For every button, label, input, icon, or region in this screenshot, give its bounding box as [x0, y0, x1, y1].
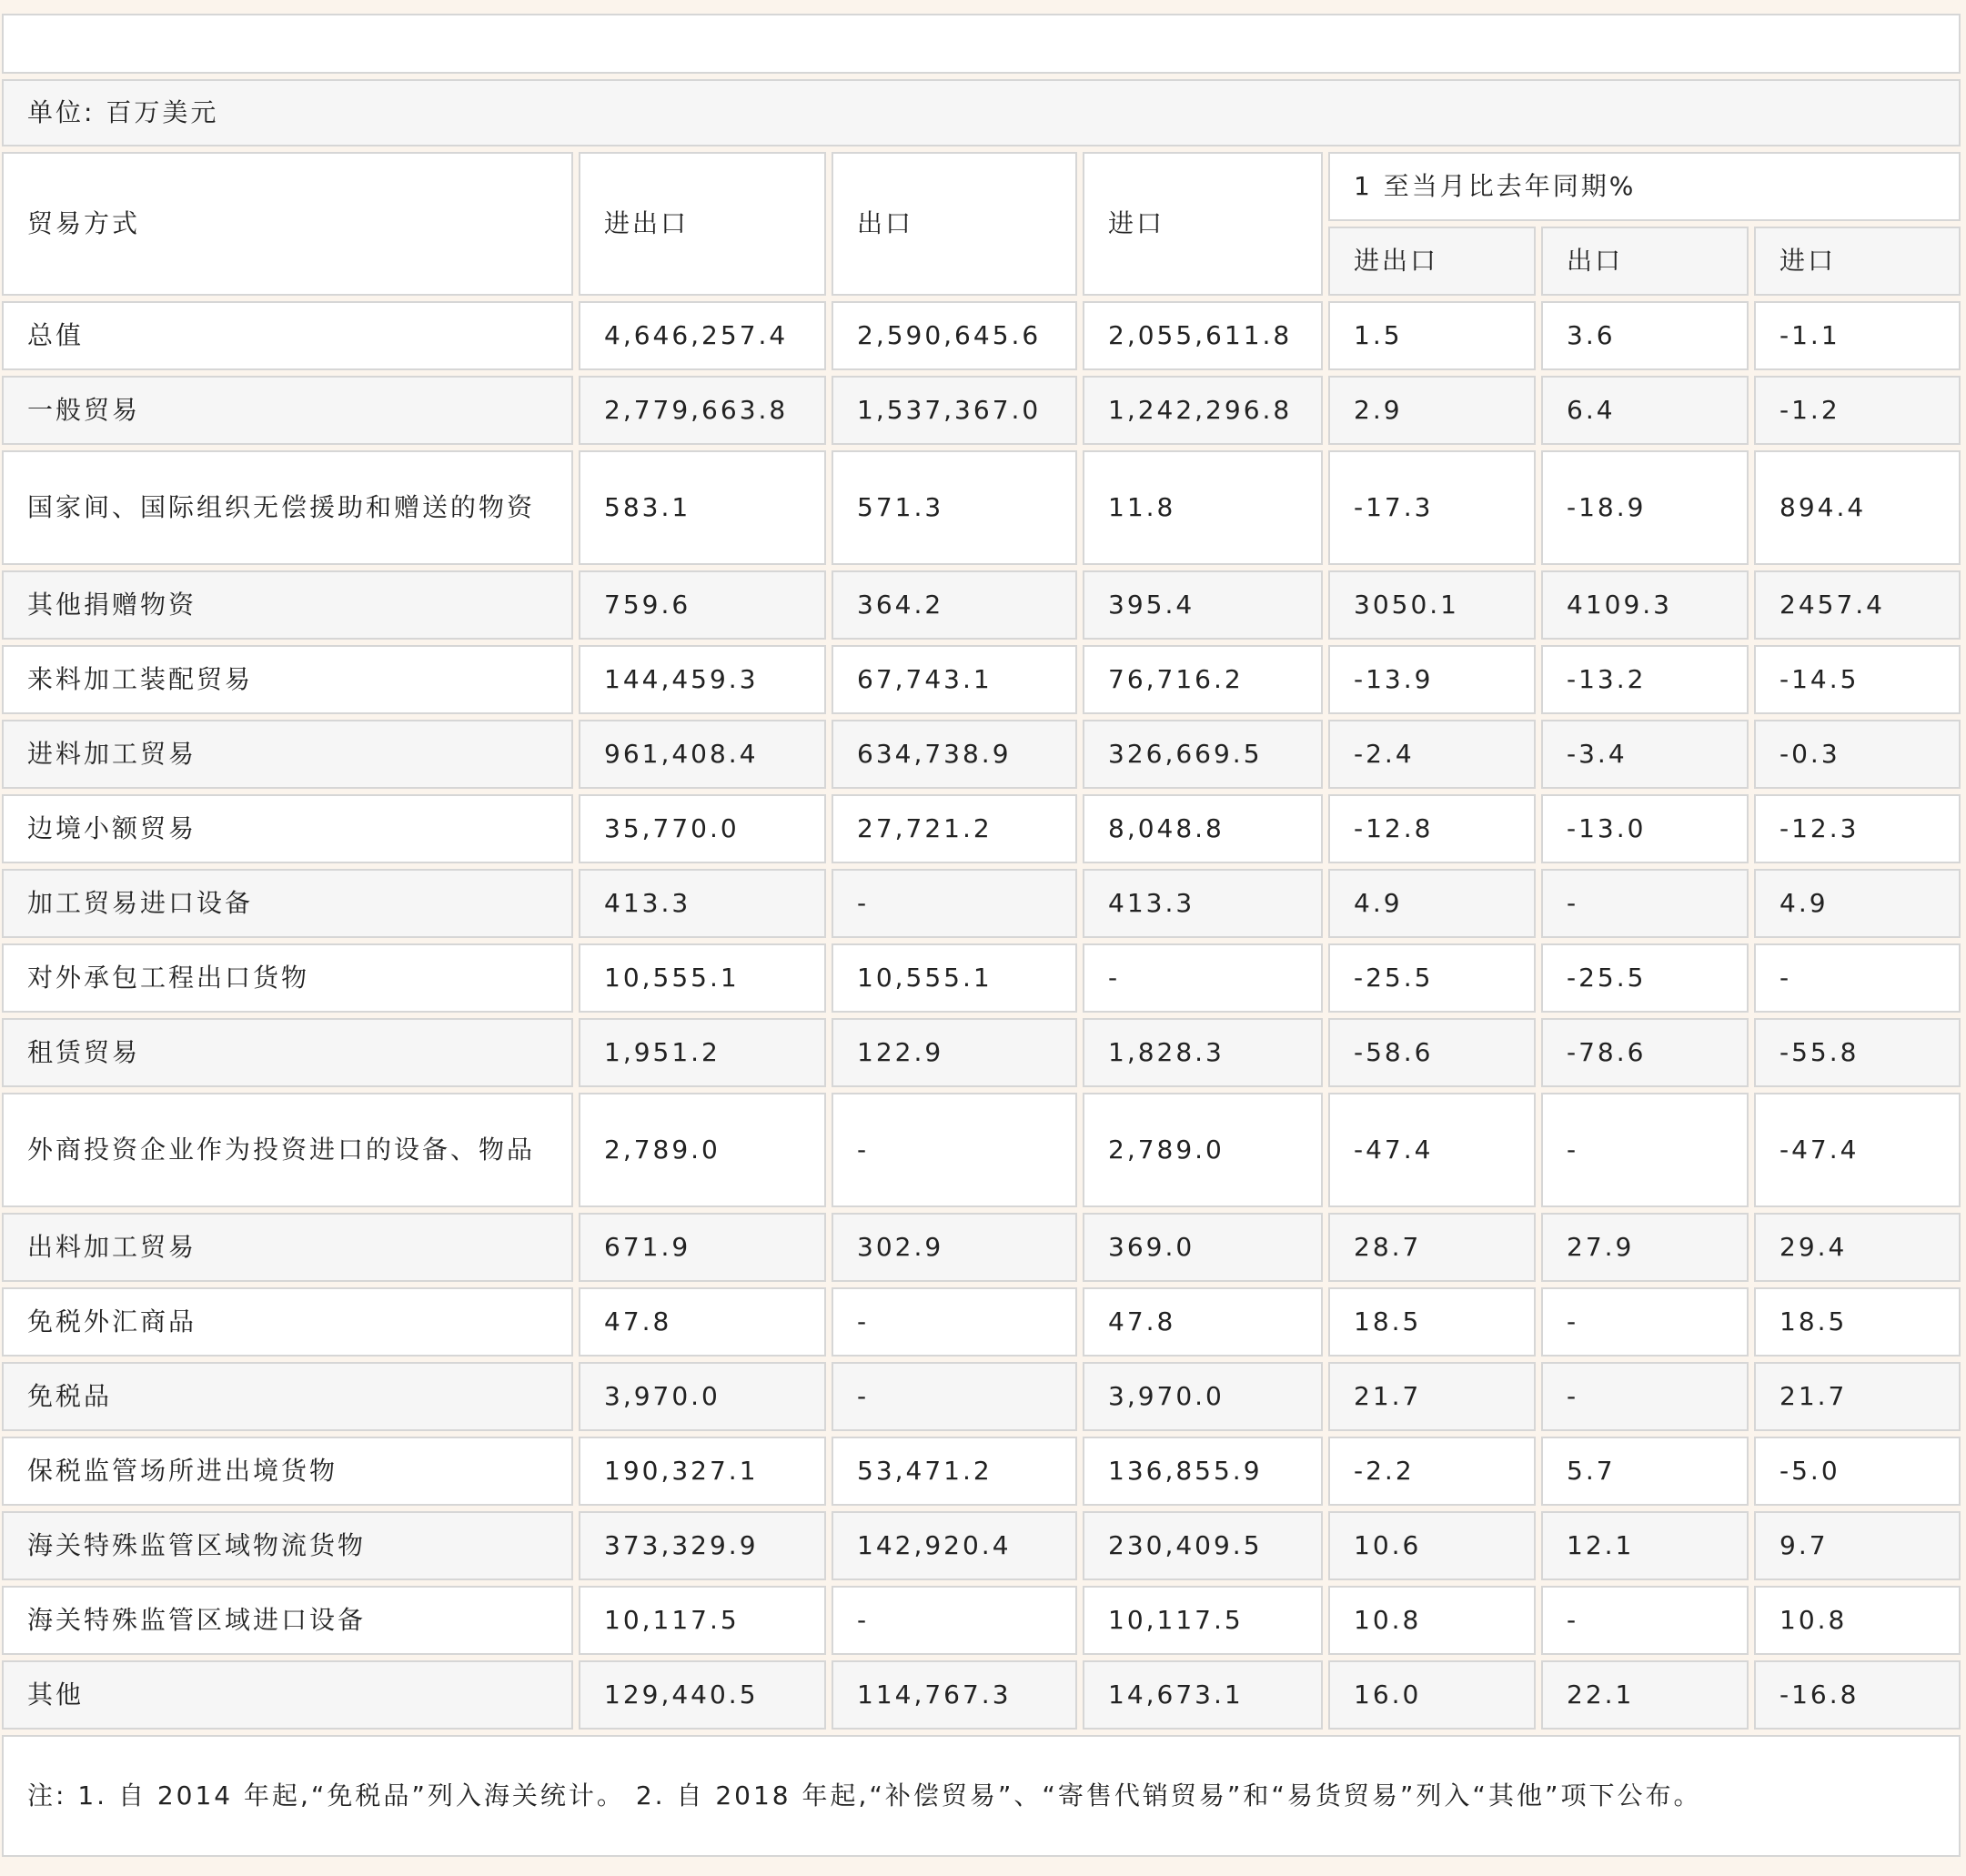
cell-export: 571.3 — [832, 450, 1077, 565]
cell-yoy-total: 10.8 — [1328, 1586, 1536, 1655]
cell-import: 14,673.1 — [1083, 1660, 1323, 1730]
cell-import: 1,828.3 — [1083, 1018, 1323, 1087]
cell-yoy-total: 4.9 — [1328, 869, 1536, 938]
cell-yoy-import: -5.0 — [1754, 1437, 1961, 1506]
table-row — [2, 1287, 1961, 1357]
table-row — [2, 376, 1961, 445]
cell-yoy-export: - — [1541, 1362, 1749, 1431]
cell-yoy-total: -47.4 — [1328, 1093, 1536, 1207]
row-label: 对外承包工程出口货物 — [2, 943, 573, 1013]
cell-yoy-export: - — [1541, 1287, 1749, 1357]
cell-yoy-export: -78.6 — [1541, 1018, 1749, 1087]
cell-yoy-export: -13.2 — [1541, 645, 1749, 714]
row-label: 总值 — [2, 301, 573, 370]
cell-yoy-total: 21.7 — [1328, 1362, 1536, 1431]
cell-import: 2,055,611.8 — [1083, 301, 1323, 370]
header-export: 出口 — [832, 152, 1077, 296]
cell-yoy-import: -1.2 — [1754, 376, 1961, 445]
table-row — [2, 1511, 1961, 1580]
cell-total: 671.9 — [579, 1213, 826, 1282]
cell-yoy-export: - — [1541, 1093, 1749, 1207]
cell-export: 364.2 — [832, 570, 1077, 640]
cell-yoy-total: -13.9 — [1328, 645, 1536, 714]
cell-total: 190,327.1 — [579, 1437, 826, 1506]
header-yoy-import: 进口 — [1754, 227, 1961, 296]
cell-yoy-total: 1.5 — [1328, 301, 1536, 370]
cell-import: 10,117.5 — [1083, 1586, 1323, 1655]
cell-import: - — [1083, 943, 1323, 1013]
row-label: 保税监管场所进出境货物 — [2, 1437, 573, 1506]
cell-yoy-export: 3.6 — [1541, 301, 1749, 370]
row-label: 进料加工贸易 — [2, 720, 573, 789]
row-label: 租赁贸易 — [2, 1018, 573, 1087]
cell-export: - — [832, 1586, 1077, 1655]
table-row — [2, 1586, 1961, 1655]
cell-yoy-export: 4109.3 — [1541, 570, 1749, 640]
cell-total: 961,408.4 — [579, 720, 826, 789]
header-total: 进出口 — [579, 152, 826, 296]
cell-total: 10,117.5 — [579, 1586, 826, 1655]
cell-yoy-import: 9.7 — [1754, 1511, 1961, 1580]
table-row — [2, 301, 1961, 370]
cell-yoy-total: -17.3 — [1328, 450, 1536, 565]
cell-yoy-total: 18.5 — [1328, 1287, 1536, 1357]
table-row — [2, 943, 1961, 1013]
table-row — [2, 1093, 1961, 1207]
cell-import: 2,789.0 — [1083, 1093, 1323, 1207]
table-row — [2, 869, 1961, 938]
table-row — [2, 1660, 1961, 1730]
cell-export: - — [832, 1287, 1077, 1357]
table-row — [2, 570, 1961, 640]
table-row — [2, 1437, 1961, 1506]
cell-yoy-import: -0.3 — [1754, 720, 1961, 789]
row-label: 一般贸易 — [2, 376, 573, 445]
cell-total: 129,440.5 — [579, 1660, 826, 1730]
cell-yoy-total: -58.6 — [1328, 1018, 1536, 1087]
cell-yoy-export: -25.5 — [1541, 943, 1749, 1013]
cell-yoy-total: 10.6 — [1328, 1511, 1536, 1580]
cell-yoy-total: -25.5 — [1328, 943, 1536, 1013]
cell-yoy-import: -12.3 — [1754, 794, 1961, 863]
header-import: 进口 — [1083, 152, 1323, 296]
cell-export: 634,738.9 — [832, 720, 1077, 789]
header-yoy-group: 1 至当月比去年同期% — [1328, 152, 1961, 221]
cell-yoy-total: 3050.1 — [1328, 570, 1536, 640]
cell-total: 2,789.0 — [579, 1093, 826, 1207]
table-footnote: 注: 1. 自 2014 年起,“免税品”列入海关统计。 2. 自 2018 年起,“补偿贸易”、“寄售代销贸易”和“易货贸易”列入“其他”项下公布。 — [2, 1735, 1961, 1857]
cell-yoy-export: 27.9 — [1541, 1213, 1749, 1282]
cell-yoy-import: -47.4 — [1754, 1093, 1961, 1207]
cell-export: - — [832, 869, 1077, 938]
cell-export: 67,743.1 — [832, 645, 1077, 714]
header-yoy-total: 进出口 — [1328, 227, 1536, 296]
header-yoy-export: 出口 — [1541, 227, 1749, 296]
trade-table-container — [2, 8, 1961, 1862]
cell-yoy-import: -55.8 — [1754, 1018, 1961, 1087]
cell-yoy-total: -2.2 — [1328, 1437, 1536, 1506]
table-row — [2, 720, 1961, 789]
cell-total: 47.8 — [579, 1287, 826, 1357]
cell-yoy-export: 6.4 — [1541, 376, 1749, 445]
cell-export: - — [832, 1362, 1077, 1431]
cell-yoy-import: -14.5 — [1754, 645, 1961, 714]
cell-yoy-total: -2.4 — [1328, 720, 1536, 789]
cell-total: 373,329.9 — [579, 1511, 826, 1580]
cell-import: 230,409.5 — [1083, 1511, 1323, 1580]
cell-export: 302.9 — [832, 1213, 1077, 1282]
row-label: 海关特殊监管区域物流货物 — [2, 1511, 573, 1580]
unit-label: 单位: 百万美元 — [2, 79, 1961, 146]
cell-yoy-export: 5.7 — [1541, 1437, 1749, 1506]
table-row — [2, 794, 1961, 863]
cell-total: 1,951.2 — [579, 1018, 826, 1087]
cell-yoy-import: - — [1754, 943, 1961, 1013]
table-row — [2, 1018, 1961, 1087]
row-label: 国家间、国际组织无偿援助和赠送的物资 — [2, 450, 573, 565]
cell-import: 369.0 — [1083, 1213, 1323, 1282]
cell-import: 413.3 — [1083, 869, 1323, 938]
row-label: 其他 — [2, 1660, 573, 1730]
table-row — [2, 1213, 1961, 1282]
cell-import: 8,048.8 — [1083, 794, 1323, 863]
cell-yoy-export: - — [1541, 869, 1749, 938]
row-label: 边境小额贸易 — [2, 794, 573, 863]
cell-export: 2,590,645.6 — [832, 301, 1077, 370]
cell-yoy-import: 10.8 — [1754, 1586, 1961, 1655]
cell-yoy-import: 894.4 — [1754, 450, 1961, 565]
cell-yoy-export: -3.4 — [1541, 720, 1749, 789]
cell-export: - — [832, 1093, 1077, 1207]
cell-export: 114,767.3 — [832, 1660, 1077, 1730]
row-label: 来料加工装配贸易 — [2, 645, 573, 714]
table-title — [2, 14, 1961, 74]
row-label: 海关特殊监管区域进口设备 — [2, 1586, 573, 1655]
cell-import: 47.8 — [1083, 1287, 1323, 1357]
cell-yoy-export: -13.0 — [1541, 794, 1749, 863]
cell-import: 1,242,296.8 — [1083, 376, 1323, 445]
cell-import: 136,855.9 — [1083, 1437, 1323, 1506]
cell-yoy-total: -12.8 — [1328, 794, 1536, 863]
cell-yoy-total: 16.0 — [1328, 1660, 1536, 1730]
header-trade-mode: 贸易方式 — [2, 152, 573, 296]
table-row — [2, 1362, 1961, 1431]
row-label: 出料加工贸易 — [2, 1213, 573, 1282]
cell-import: 3,970.0 — [1083, 1362, 1323, 1431]
row-label: 外商投资企业作为投资进口的设备、物品 — [2, 1093, 573, 1207]
cell-total: 2,779,663.8 — [579, 376, 826, 445]
cell-total: 4,646,257.4 — [579, 301, 826, 370]
cell-export: 122.9 — [832, 1018, 1077, 1087]
cell-import: 11.8 — [1083, 450, 1323, 565]
trade-mode-table — [0, 8, 1966, 1862]
cell-total: 35,770.0 — [579, 794, 826, 863]
cell-export: 142,920.4 — [832, 1511, 1077, 1580]
cell-total: 413.3 — [579, 869, 826, 938]
cell-yoy-import: 21.7 — [1754, 1362, 1961, 1431]
row-label: 加工贸易进口设备 — [2, 869, 573, 938]
row-label: 免税品 — [2, 1362, 573, 1431]
cell-export: 10,555.1 — [832, 943, 1077, 1013]
cell-import: 326,669.5 — [1083, 720, 1323, 789]
cell-yoy-import: -16.8 — [1754, 1660, 1961, 1730]
cell-total: 144,459.3 — [579, 645, 826, 714]
cell-yoy-import: -1.1 — [1754, 301, 1961, 370]
cell-export: 53,471.2 — [832, 1437, 1077, 1506]
cell-yoy-import: 4.9 — [1754, 869, 1961, 938]
cell-total: 583.1 — [579, 450, 826, 565]
cell-import: 395.4 — [1083, 570, 1323, 640]
cell-export: 1,537,367.0 — [832, 376, 1077, 445]
cell-yoy-export: 12.1 — [1541, 1511, 1749, 1580]
row-label: 其他捐赠物资 — [2, 570, 573, 640]
cell-yoy-total: 2.9 — [1328, 376, 1536, 445]
cell-total: 759.6 — [579, 570, 826, 640]
cell-export: 27,721.2 — [832, 794, 1077, 863]
cell-yoy-import: 29.4 — [1754, 1213, 1961, 1282]
cell-yoy-total: 28.7 — [1328, 1213, 1536, 1282]
table-row — [2, 450, 1961, 565]
cell-yoy-export: - — [1541, 1586, 1749, 1655]
cell-yoy-import: 18.5 — [1754, 1287, 1961, 1357]
cell-total: 10,555.1 — [579, 943, 826, 1013]
cell-import: 76,716.2 — [1083, 645, 1323, 714]
table-row — [2, 645, 1961, 714]
cell-yoy-import: 2457.4 — [1754, 570, 1961, 640]
cell-total: 3,970.0 — [579, 1362, 826, 1431]
cell-yoy-export: 22.1 — [1541, 1660, 1749, 1730]
cell-yoy-export: -18.9 — [1541, 450, 1749, 565]
row-label: 免税外汇商品 — [2, 1287, 573, 1357]
